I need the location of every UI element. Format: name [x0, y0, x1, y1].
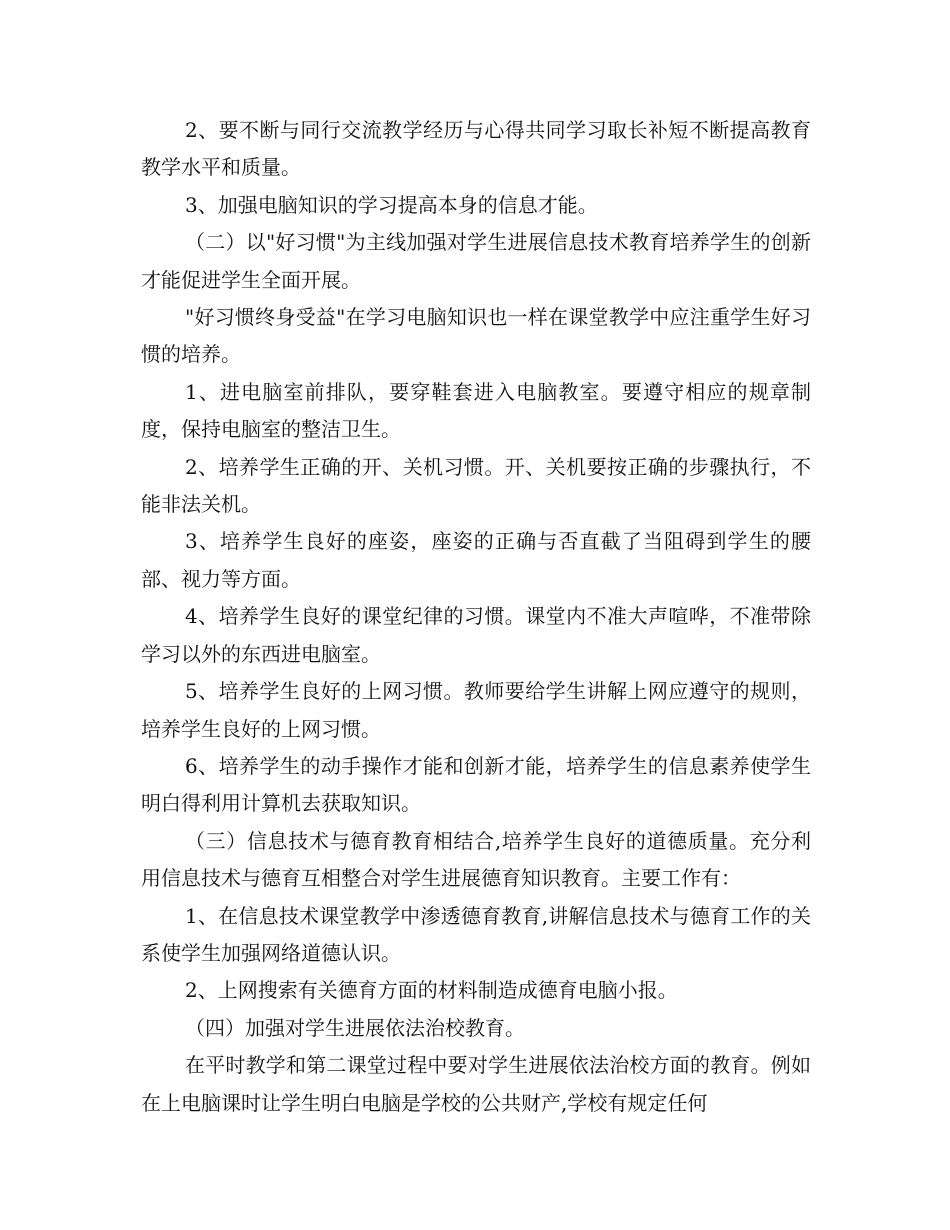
paragraph-8: 4、培养学生良好的课堂纪律的习惯。课堂内不准大声喧哗，不准带除学习以外的东西进电脑室。 [141, 604, 811, 666]
document-body [141, 112, 811, 1122]
paragraph-3: （二）以"好习惯"为主线加强对学生进展信息技术教育培养学生的创新才能促进学生全面开展。 [141, 230, 811, 292]
paragraph-15: 在平时教学和第二课堂过程中要对学生进展依法治校方面的教育。例如在上电脑课时让学生明白电脑是学校的公共财产,学校有规定任何 [141, 1053, 811, 1115]
paragraph-9: 5、培养学生良好的上网习惯。教师要给学生讲解上网应遵守的规则，培养学生良好的上网习惯。 [141, 679, 811, 741]
paragraph-4: "好习惯终身受益"在学习电脑知识也一样在课堂教学中应注重学生好习惯的培养。 [141, 305, 811, 367]
paragraph-10: 6、培养学生的动手操作才能和创新才能，培养学生的信息素养使学生明白得利用计算机去获取知识。 [141, 753, 811, 816]
paragraph-7: 3、培养学生良好的座姿，座姿的正确与否直截了当阻碍到学生的腰部、视力等方面。 [141, 529, 811, 591]
paragraph-1: 2、要不断与同行交流教学经历与心得共同学习取长补短不断提高教育教学水平和质量。 [141, 118, 811, 180]
paragraph-13: 2、上网搜索有关德育方面的材料制造成德育电脑小报。 [185, 978, 678, 1003]
paragraph-14: （四）加强对学生进展依法治校教育。 [185, 1015, 525, 1040]
paragraph-6: 2、培养学生正确的开、关机习惯。开、关机要按正确的步骤执行，不能非法关机。 [141, 454, 811, 517]
paragraph-2: 3、加强电脑知识的学习提高本身的信息才能。 [185, 192, 598, 217]
paragraph-11: （三）信息技术与德育教育相结合,培养学生良好的道德质量。充分利用信息技术与德育互相整合对学生进展德育知识教育。主要工作有： [141, 828, 811, 891]
paragraph-5: 1、进电脑室前排队，要穿鞋套进入电脑教室。要遵守相应的规章制度，保持电脑室的整洁卫生。 [141, 379, 811, 442]
paragraph-12: 1、在信息技术课堂教学中渗透德育教育,讲解信息技术与德育工作的关系使学生加强网络道德认识。 [141, 903, 811, 965]
